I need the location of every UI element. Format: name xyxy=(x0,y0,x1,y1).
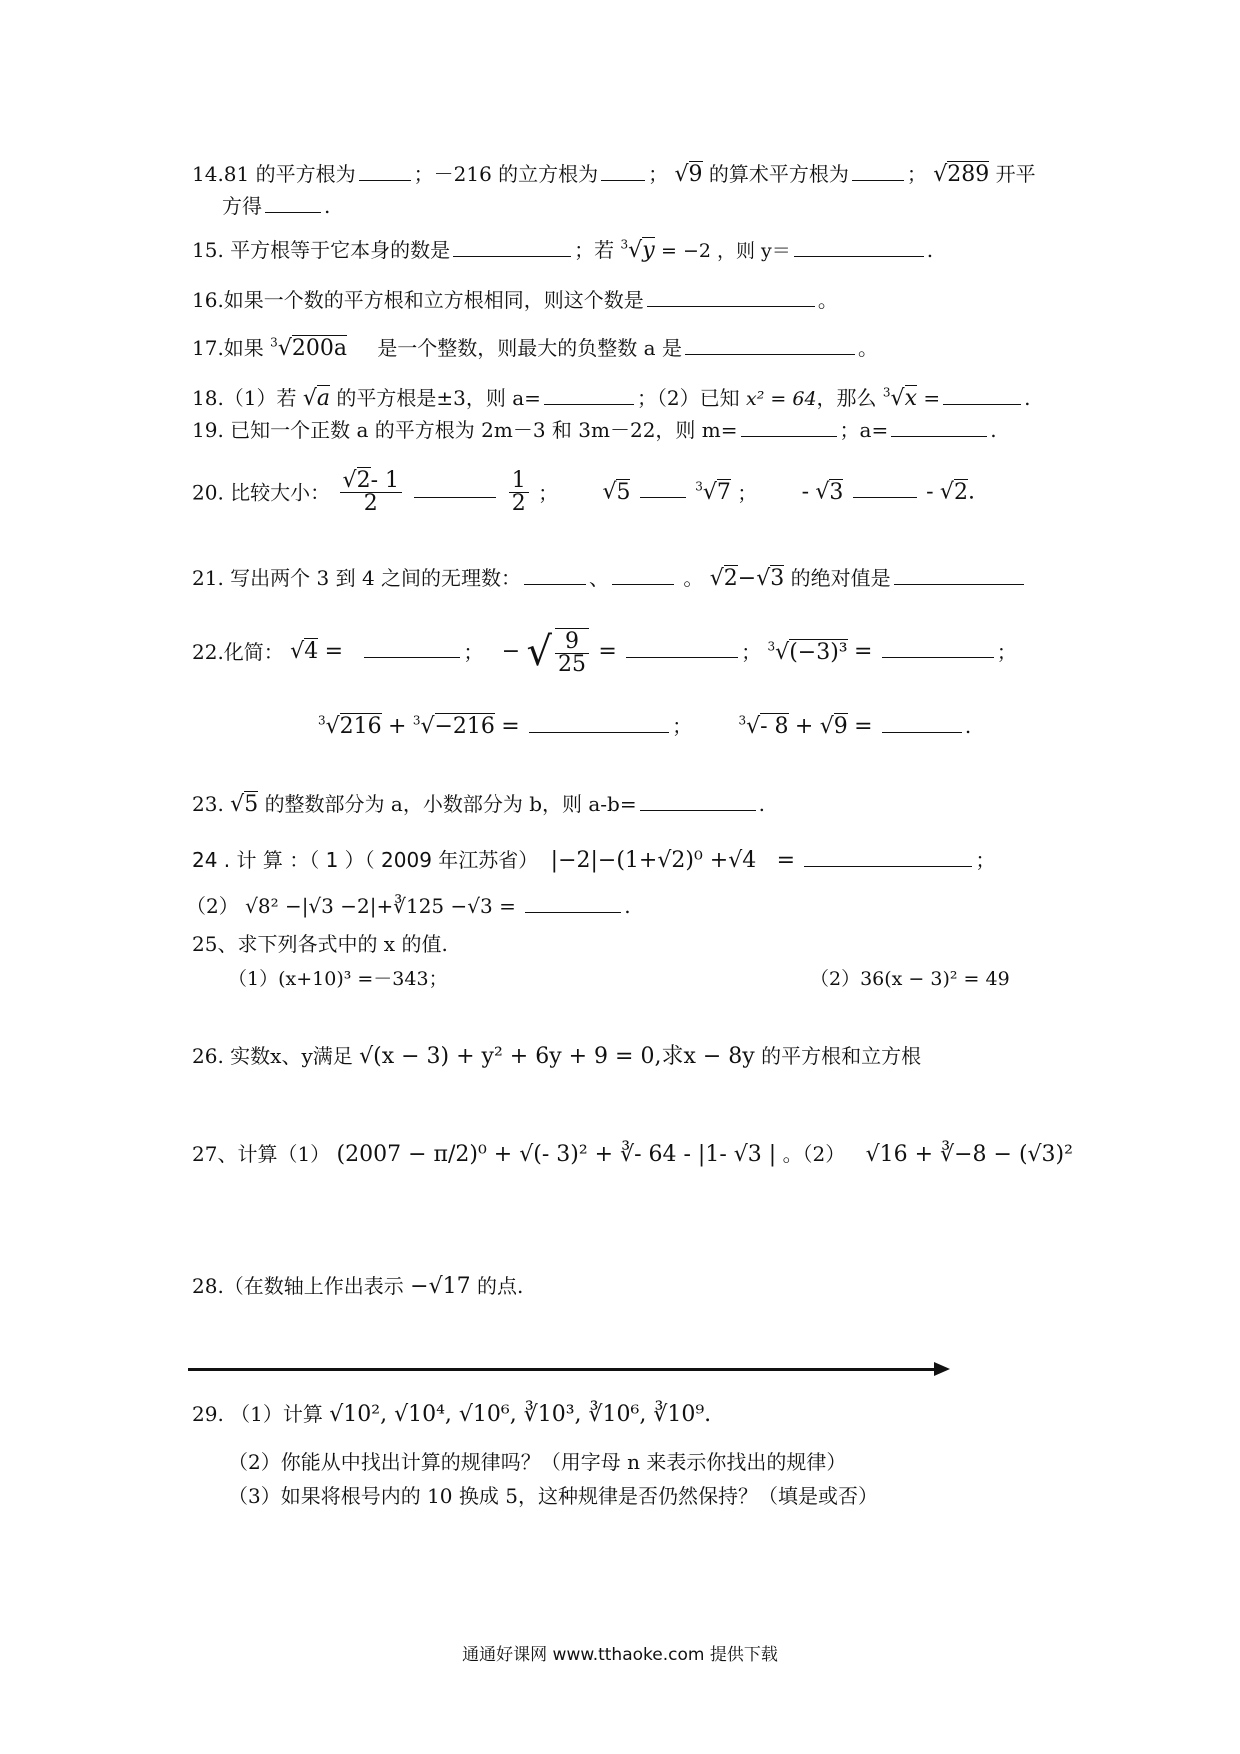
q21-sep: 、 xyxy=(589,566,610,590)
q15-blank-2[interactable] xyxy=(794,238,924,257)
q22-eq-1: = xyxy=(324,639,343,664)
q20-blank-2[interactable] xyxy=(640,479,686,498)
q22-sep-4: ； xyxy=(672,714,693,738)
q22-eq-5: = xyxy=(854,714,873,739)
q22-eq-4: = xyxy=(501,714,520,739)
question-28 xyxy=(192,1276,523,1298)
question-22 xyxy=(192,628,1017,676)
q20-sqrt-3: √3 xyxy=(815,479,844,505)
number-line[interactable] xyxy=(188,1368,938,1371)
q27-text-a: 27、计算（1） xyxy=(192,1142,331,1166)
q24-eq: = xyxy=(776,848,796,873)
q17-text-b: 是一个整数，则最大的负整数 a 是 xyxy=(377,336,682,360)
q20-cbrt-7: $^3$√7 xyxy=(695,479,731,506)
q14-text-b: ；－216 的立方根为 xyxy=(413,162,599,186)
q26-text-a: 26. 实数x、y满足 xyxy=(192,1044,353,1068)
question-27 xyxy=(192,1144,1073,1166)
q22-plus-1: + xyxy=(388,714,407,739)
q25-text-a: 25、求下列各式中的 x 的值. xyxy=(192,932,448,956)
q22-blank-3[interactable] xyxy=(882,639,994,658)
question-25-part-2 xyxy=(810,968,1010,989)
q21-blank-3[interactable] xyxy=(894,566,1024,585)
q19-blank-2[interactable] xyxy=(891,418,987,437)
q19-text-c: . xyxy=(990,418,997,442)
q22-sqrt-4: √4 xyxy=(290,639,319,664)
q17-cbrt-200a: $^3$√200a xyxy=(270,335,347,361)
q28-text-a: 28.（在数轴上作出表示 xyxy=(192,1274,404,1298)
q27-text-b: 。（2） xyxy=(782,1142,846,1166)
q22-blank-5[interactable] xyxy=(882,714,962,733)
q22-cbrt-neg216: $^3$√−216 xyxy=(412,713,495,739)
q18-text-c: ；（2）已知 xyxy=(636,386,740,410)
q24-blank-1[interactable] xyxy=(804,848,972,867)
q25-part-1: （1）(x+10)³ =－343； xyxy=(228,968,448,990)
q14-blank-2[interactable] xyxy=(601,162,645,181)
q15-cbrt-y: $^3$√y xyxy=(620,237,655,263)
q22-blank-1[interactable] xyxy=(364,639,460,658)
q14-text-d: 的算术平方根为 xyxy=(708,162,849,186)
q16-blank-1[interactable] xyxy=(647,288,815,307)
q18-text-b: 的平方根是±3，则 a= xyxy=(336,386,541,410)
q23-number: 23. xyxy=(192,792,224,816)
q14-text-c: ； xyxy=(648,162,669,186)
question-14-cont xyxy=(222,194,330,216)
q29-part-2: （2）你能从中找出计算的规律吗？（用字母 n 来表示你找出的规律） xyxy=(228,1450,847,1474)
question-29-part-3 xyxy=(228,1486,878,1506)
q28-text-b: 的点. xyxy=(476,1274,524,1298)
q29-expr: √10², √10⁴, √10⁶, ∛10³, ∛10⁶, ∛10⁹. xyxy=(329,1402,712,1427)
q18-text-d: ，那么 xyxy=(816,386,877,410)
question-29 xyxy=(192,1404,711,1426)
q20-sqrt-5: √5 xyxy=(602,479,631,505)
question-24 xyxy=(192,848,995,872)
q24-sep: ； xyxy=(975,848,996,872)
q18-equation: x² = 64 xyxy=(746,388,817,410)
q15-text-d: . xyxy=(926,238,934,262)
q21-blank-1[interactable] xyxy=(524,566,586,585)
q19-blank-1[interactable] xyxy=(741,418,837,437)
q26-text-b: 的平方根和立方根 xyxy=(761,1044,922,1068)
q24-text-b: （2） xyxy=(186,894,239,918)
q18-blank-2[interactable] xyxy=(943,386,1021,405)
q29-part-3: （3）如果将根号内的 10 换成 5，这种规律是否仍然保持？（填是或否） xyxy=(228,1484,878,1508)
q20-blank-3[interactable] xyxy=(853,479,917,498)
q17-text-a: 17.如果 xyxy=(192,336,264,360)
q22-text-a: 22.化简： xyxy=(192,640,284,664)
q21-text-a: 21. 写出两个 3 到 4 之间的无理数： xyxy=(192,566,522,590)
q23-blank-1[interactable] xyxy=(640,792,756,811)
question-15 xyxy=(192,238,933,262)
q24-expr-1: |−2|−(1+√2)⁰ +√4 xyxy=(550,848,757,873)
question-17 xyxy=(192,336,878,360)
q20-text-a: 20. 比较大小： xyxy=(192,480,331,505)
q22-cbrt-neg8: $^3$√- 8 xyxy=(738,713,789,739)
q22-blank-2[interactable] xyxy=(626,639,738,658)
question-29-part-2 xyxy=(228,1452,846,1472)
q20-blank-1[interactable] xyxy=(414,479,496,498)
q21-text-b: 。 xyxy=(683,566,704,590)
q21-sqrt-3: √3 xyxy=(756,566,785,591)
q22-cbrt-neg3cubed: $^3$√(−3)³ xyxy=(767,639,848,665)
q22-blank-4[interactable] xyxy=(529,714,669,733)
footer-credit: 通通好课网 www.tthaoke.com 提供下载 xyxy=(462,1645,778,1665)
q14-sqrt-289: √289 xyxy=(933,162,990,187)
q22-sqrt-frac: √ xyxy=(526,629,553,675)
q21-sqrt-2: √2 xyxy=(709,566,738,591)
question-25 xyxy=(192,934,448,954)
q21-blank-2[interactable] xyxy=(612,566,674,585)
q27-expr-2: √16 + ∛−8 − (√3)² xyxy=(865,1142,1073,1167)
q16-text-a: 16.如果一个数的平方根和立方根相同，则这个数是 xyxy=(192,288,644,312)
q29-text-a: 29. （1）计算 xyxy=(192,1402,323,1426)
q23-sqrt-5: √5 xyxy=(230,792,259,817)
q22-cbrt-216: $^3$√216 xyxy=(318,713,382,739)
q14-blank-3[interactable] xyxy=(852,162,904,181)
q23-text-b: 的整数部分为 a，小数部分为 b，则 a-b= xyxy=(264,792,637,816)
q24-blank-2[interactable] xyxy=(525,894,621,913)
q22-fraction: $\frac{9}{25}$ xyxy=(555,628,589,676)
q14-blank-4[interactable] xyxy=(265,194,321,213)
q21-text-c: 的绝对值是 xyxy=(790,566,891,590)
q15-text-b: ；若 xyxy=(574,238,615,262)
q19-text-b: ；a= xyxy=(839,418,889,442)
question-16 xyxy=(192,288,838,310)
q22-sep-3: ； xyxy=(996,640,1017,664)
q20-end: . xyxy=(967,479,975,505)
q16-text-b: 。 xyxy=(817,288,838,312)
q14-text-g: 方得 xyxy=(222,194,262,218)
q25-part-2: （2）36(x − 3)² = 49 xyxy=(810,968,1010,990)
q23-text-c: . xyxy=(758,792,765,816)
q15-text-c: = −2 ，则 y＝ xyxy=(661,240,791,262)
q22-sep-1: ； xyxy=(463,640,484,664)
q20-fraction-1: $\frac{√2- 1}{2}$ xyxy=(340,470,402,515)
q14-blank-1[interactable] xyxy=(359,162,411,181)
question-23 xyxy=(192,792,765,816)
number-line-arrow-icon xyxy=(934,1362,950,1376)
q24-expr-2: √8² −|√3 −2|+∛125 −√3 = xyxy=(245,894,516,918)
q18-cbrt-x: $^3$√x xyxy=(882,385,917,411)
q18-text-a: 18.（1）若 xyxy=(192,386,297,410)
q17-blank-1[interactable] xyxy=(685,336,855,355)
q18-text-f: . xyxy=(1024,386,1031,410)
question-14 xyxy=(192,162,1036,186)
q24-text-a: 24 . 计 算 ：（ 1 ）（ 2009 年江苏省） xyxy=(192,848,539,872)
q22-end: . xyxy=(964,714,972,738)
q20-neg-2: - xyxy=(926,479,934,505)
q15-blank-1[interactable] xyxy=(453,238,571,257)
question-22-cont xyxy=(318,714,971,738)
question-26 xyxy=(192,1046,921,1068)
q14-text-a: 14.81 的平方根为 xyxy=(192,162,356,186)
q14-text-f: 开平 xyxy=(995,162,1036,186)
question-20 xyxy=(192,470,975,515)
q22-plus-2: + xyxy=(794,714,814,739)
q20-sqrt-2: √2 xyxy=(939,479,968,505)
q22-eq-3: = xyxy=(853,639,873,664)
q27-expr-1: (2007 − π/2)⁰ + √(- 3)² + ∛- 64 - |1- √3 | xyxy=(336,1142,777,1167)
q22-neg: − xyxy=(501,639,521,664)
question-25-part-1 xyxy=(228,968,448,989)
q24-text-c: . xyxy=(624,894,631,918)
question-18 xyxy=(192,386,1030,410)
q18-sqrt-a: √a xyxy=(302,386,331,411)
q22-eq-2: = xyxy=(598,639,617,664)
question-24-cont xyxy=(186,894,631,916)
q28-expr: −√17 xyxy=(410,1274,471,1299)
q19-text-a: 19. 已知一个正数 a 的平方根为 2m－3 和 3m－22，则 m= xyxy=(192,418,738,442)
q18-blank-1[interactable] xyxy=(544,386,634,405)
q14-text-h: . xyxy=(324,194,331,218)
q22-sep-2: ； xyxy=(741,640,762,664)
q17-text-c: 。 xyxy=(857,336,878,360)
q20-fraction-2: $\frac{1}{2}$ xyxy=(509,470,529,515)
q14-sqrt-9: √9 xyxy=(674,162,703,187)
question-21 xyxy=(192,566,1027,590)
q14-text-e: ； xyxy=(906,162,927,186)
q18-text-e: = xyxy=(923,386,941,410)
q21-minus: − xyxy=(737,566,757,591)
q20-sep-1: ； xyxy=(538,480,559,505)
q15-text-a: 15. 平方根等于它本身的数是 xyxy=(192,238,451,262)
q26-expr: √(x − 3) + y² + 6y + 9 = 0,求x − 8y xyxy=(359,1044,755,1069)
q22-sqrt-9: √9 xyxy=(819,714,848,739)
q20-neg-1: - xyxy=(801,479,810,505)
question-19 xyxy=(192,418,997,440)
q20-sep-2: ； xyxy=(737,480,758,505)
